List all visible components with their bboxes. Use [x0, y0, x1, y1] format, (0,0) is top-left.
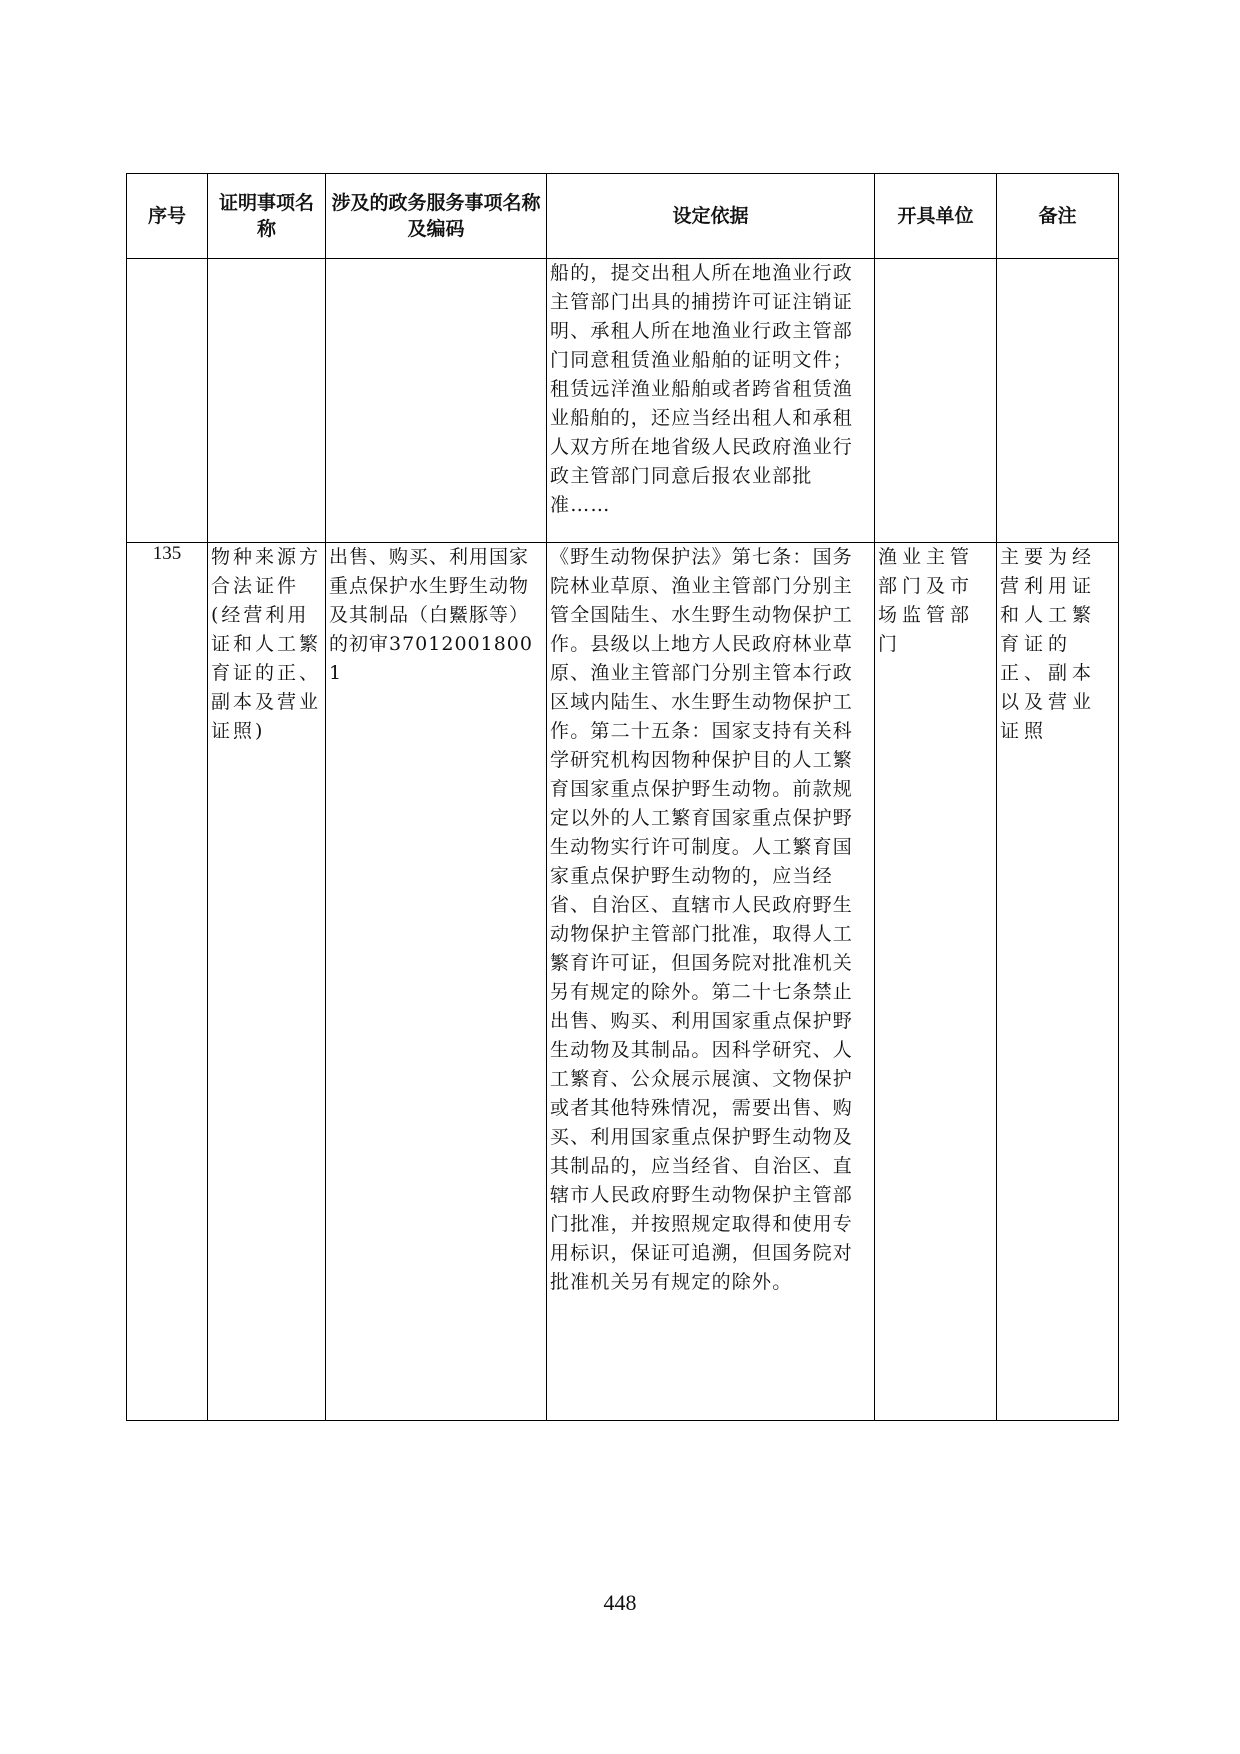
header-service: 涉及的政务服务事项名称及编码	[326, 174, 547, 259]
header-item-name: 证明事项名称	[208, 174, 326, 259]
table-row	[127, 259, 1119, 543]
table-header-row	[127, 174, 1119, 259]
header-issuer: 开具单位	[875, 174, 997, 259]
cell-basis: 船的，提交出租人所在地渔业行政主管部门出具的捕捞许可证注销证明、承租人所在地渔业行政主管部门同意租赁渔业船舶的证明文件；租赁远洋渔业船舶或者跨省租赁渔业船舶的，还应当经出租人和承租人双方所在地省级人民政府渔业行政主管部门同意后报农业部批准……	[547, 259, 875, 543]
cell-service	[326, 259, 547, 543]
cell-issuer: 渔业主管部门及市场监管部门	[875, 543, 997, 1421]
header-seq: 序号	[127, 174, 208, 259]
cell-seq: 135	[127, 543, 208, 1421]
cell-seq	[127, 259, 208, 543]
table-row	[127, 543, 1119, 1421]
page-number: 448	[603, 1590, 637, 1615]
cell-remark: 主要为经营利用证和人工繁育证的正、副本以及营业证照	[997, 543, 1119, 1421]
cell-remark	[997, 259, 1119, 543]
cell-service: 出售、购买、利用国家重点保护水生野生动物及其制品（白鱀豚等）的初审370120018001	[326, 543, 547, 1421]
cell-basis: 《野生动物保护法》第七条：国务院林业草原、渔业主管部门分别主管全国陆生、水生野生动物保护工作。县级以上地方人民政府林业草原、渔业主管部门分别主管本行政区域内陆生、水生野生动物保护工作。第二十五条：国家支持有关科学研究机构因物种保护目的人工繁育国家重点保护野生动物。前款规定以外的人工繁育国家重点保护野生动物实行许可制度。人工繁育国家重点保护野生动物的，应当经省、自治区、直辖市人民政府野生动物保护主管部门批准，取得人工繁育许可证，但国务院对批准机关另有规定的除外。第二十七条禁止出售、购买、利用国家重点保护野生动物及其制品。因科学研究、人工繁育、公众展示展演、文物保护或者其他特殊情况，需要出售、购买、利用国家重点保护野生动物及其制品的，应当经省、自治区、直辖市人民政府野生动物保护主管部门批准，并按照规定取得和使用专用标识，保证可追溯，但国务院对批准机关另有规定的除外。	[547, 543, 875, 1421]
header-basis: 设定依据	[547, 174, 875, 259]
cell-item-name: 物种来源方合法证件(经营利用证和人工繁育证的正、副本及营业证照)	[208, 543, 326, 1421]
cell-item-name	[208, 259, 326, 543]
certification-items-table	[126, 173, 1119, 1421]
header-remark: 备注	[997, 174, 1119, 259]
cell-issuer	[875, 259, 997, 543]
